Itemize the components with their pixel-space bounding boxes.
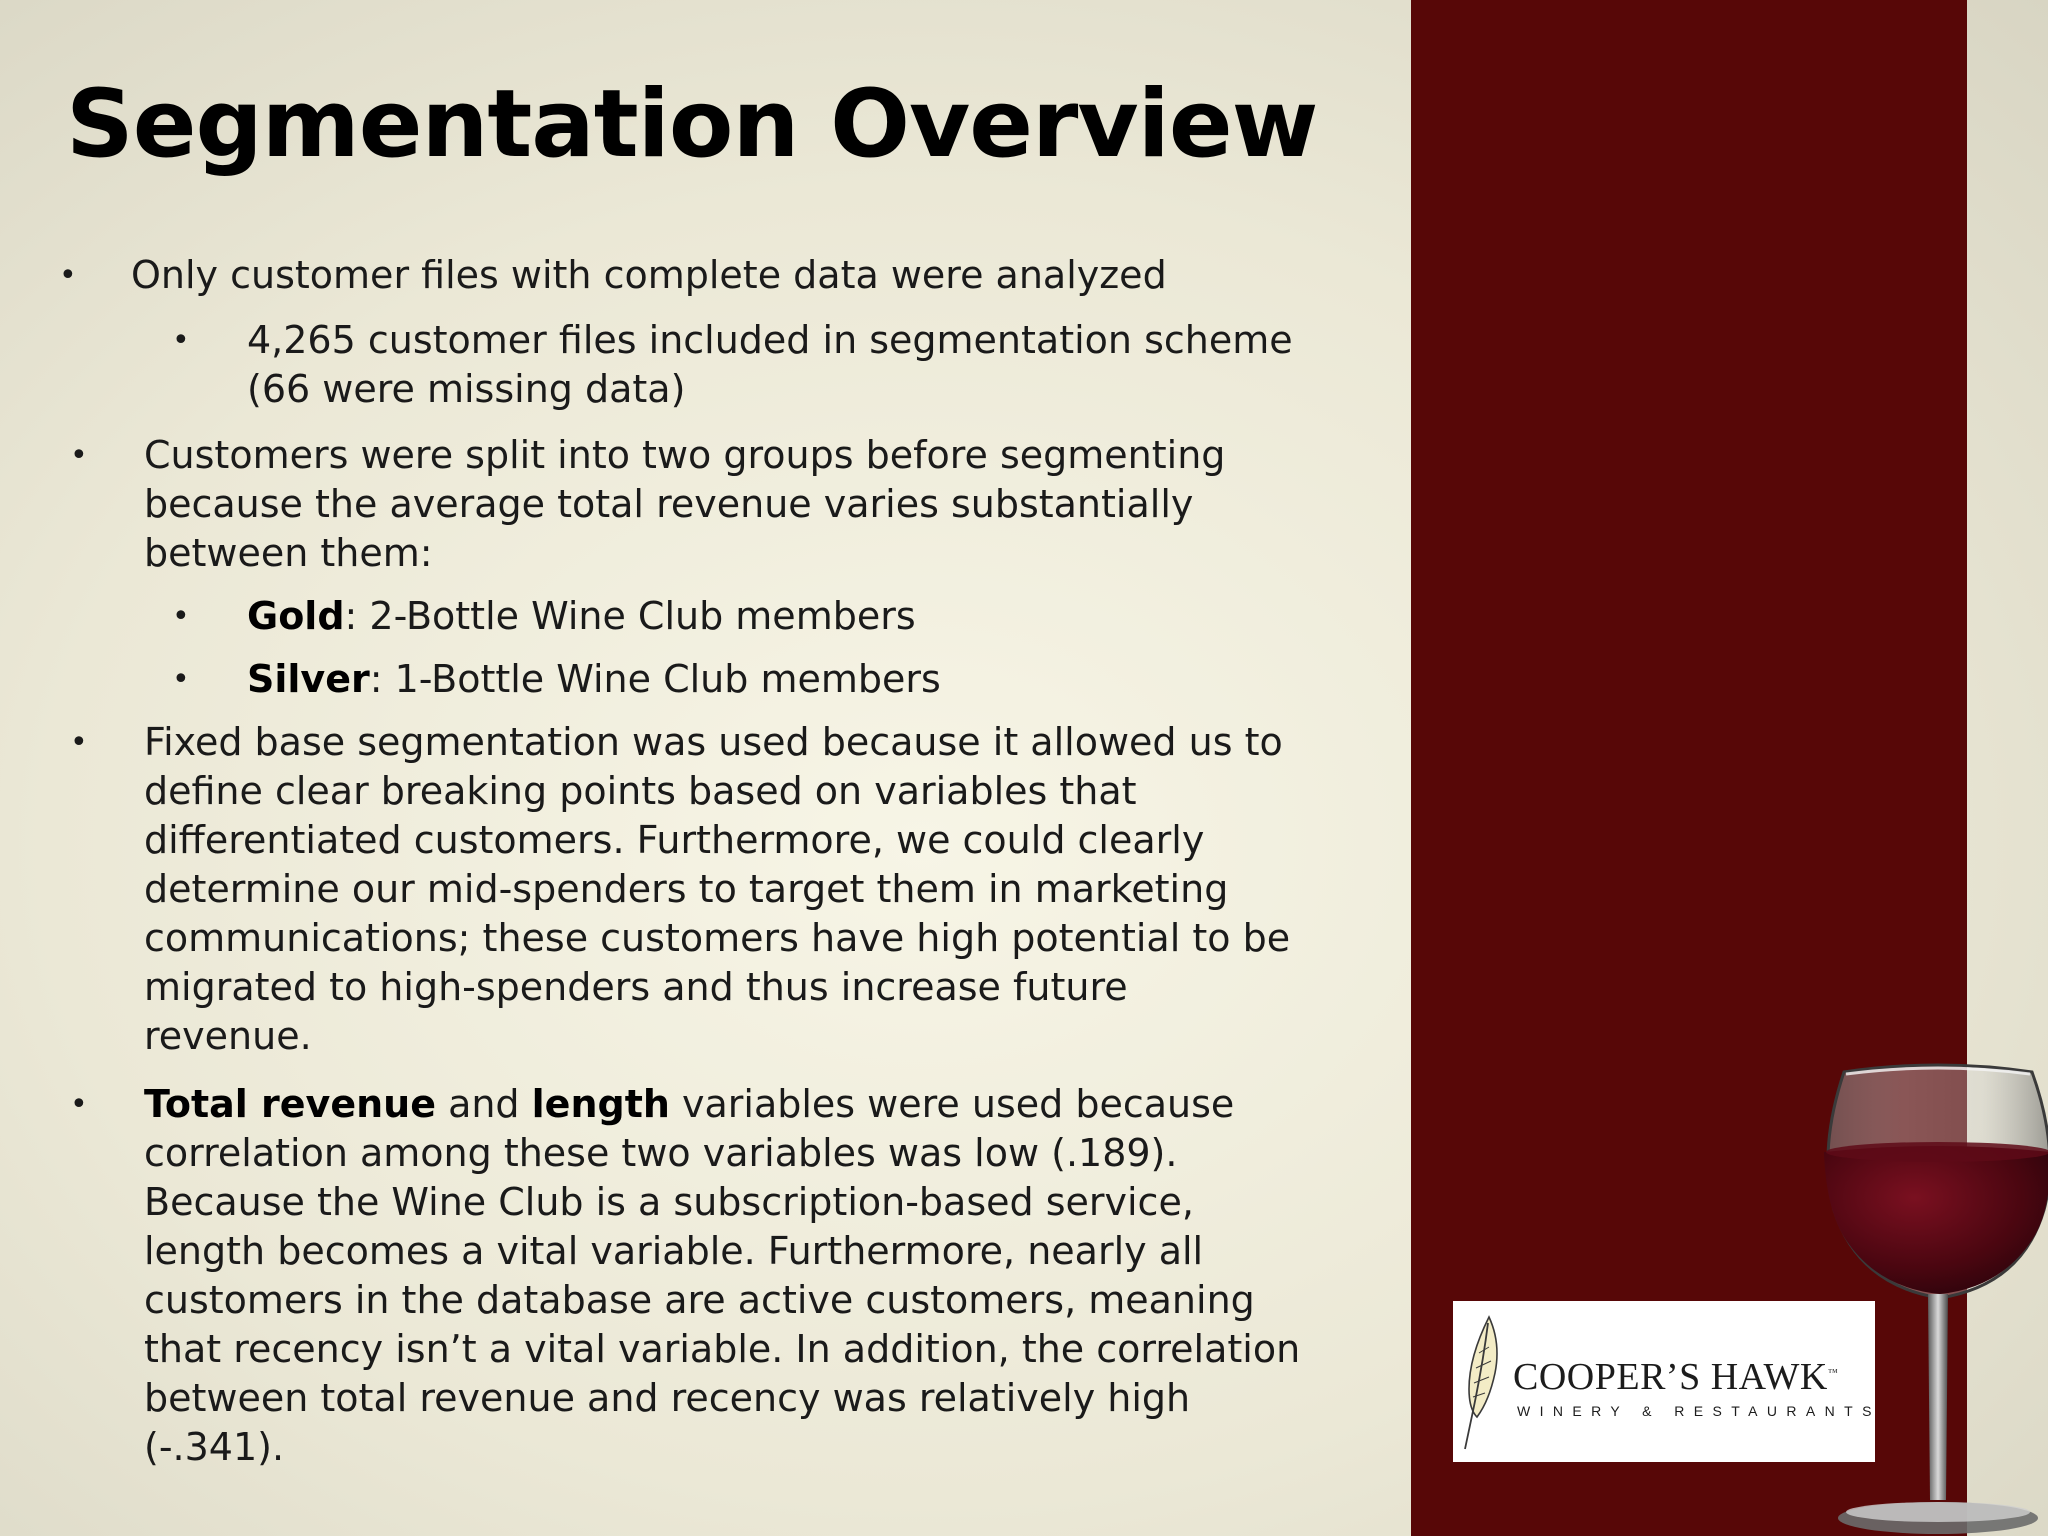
bullet-text-rest: : 1-Bottle Wine Club members	[369, 657, 941, 701]
logo-tagline: WINERY & RESTAURANTS	[1517, 1403, 1881, 1419]
bullet-text-rest: and	[435, 1082, 532, 1126]
bullet-dot-icon: •	[59, 258, 77, 293]
bullet-bold-term: Silver	[247, 657, 370, 701]
sub-bullet-item	[172, 592, 1247, 641]
bullet-text	[144, 1080, 1324, 1472]
slide-title: Segmentation Overview	[66, 70, 1318, 179]
bullet-text	[247, 592, 1247, 641]
bullet-bold-term: Gold	[247, 594, 345, 638]
bullet-dot-icon: •	[70, 725, 88, 760]
bullet-text: 4,265 customer files included in segmentation scheme (66 were missing data)	[247, 318, 1293, 411]
bullet-bold-term: Total revenue	[144, 1082, 436, 1126]
sub-bullet-item	[172, 316, 1337, 414]
coopers-hawk-logo	[1453, 1301, 1881, 1462]
sub-bullet-item	[172, 655, 1247, 704]
bullet-item	[70, 718, 1304, 1061]
bullet-dot-icon: •	[172, 323, 190, 358]
bullet-text: Only customer files with complete data were analyzed	[131, 253, 1167, 297]
bullet-dot-icon: •	[172, 599, 190, 634]
bullet-dot-icon: •	[70, 438, 88, 473]
wine-glass-icon	[1810, 1060, 2048, 1536]
bullet-dot-icon: •	[172, 662, 190, 697]
bullet-item	[70, 1080, 1324, 1472]
bullet-text-rest: : 2-Bottle Wine Club members	[344, 594, 916, 638]
bullet-text: Customers were split into two groups before segmenting because the average total revenue varies substantially between them:	[144, 433, 1226, 575]
bullet-text: Fixed base segmentation was used because it allowed us to define clear breaking points based on variables that differentiated customers. Furthermore, we could clearly determine our mid-spenders to target them in marketing communications; these customers have high potential to be migrated to high-spenders and thus increase future revenue.	[144, 720, 1291, 1058]
bullet-item	[59, 251, 1311, 300]
bullet-bold-term: length	[531, 1082, 670, 1126]
bullet-dot-icon: •	[70, 1087, 88, 1122]
feather-icon	[1459, 1313, 1503, 1453]
bullet-text	[247, 655, 1247, 704]
logo-wordmark: COOPER’S HAWK™	[1513, 1356, 1839, 1398]
bullet-item	[70, 431, 1304, 578]
bullet-text-rest: variables were used because correlation among these two variables was low (.189). Because the Wine Club is a subscription-based service, length becomes a vital variable. Furthermore, nearly all customers in the database are active customers, meaning that recency isn’t a vital variable. In addition, the correlation between total revenue and recency was relatively high (-.341).	[144, 1082, 1301, 1469]
